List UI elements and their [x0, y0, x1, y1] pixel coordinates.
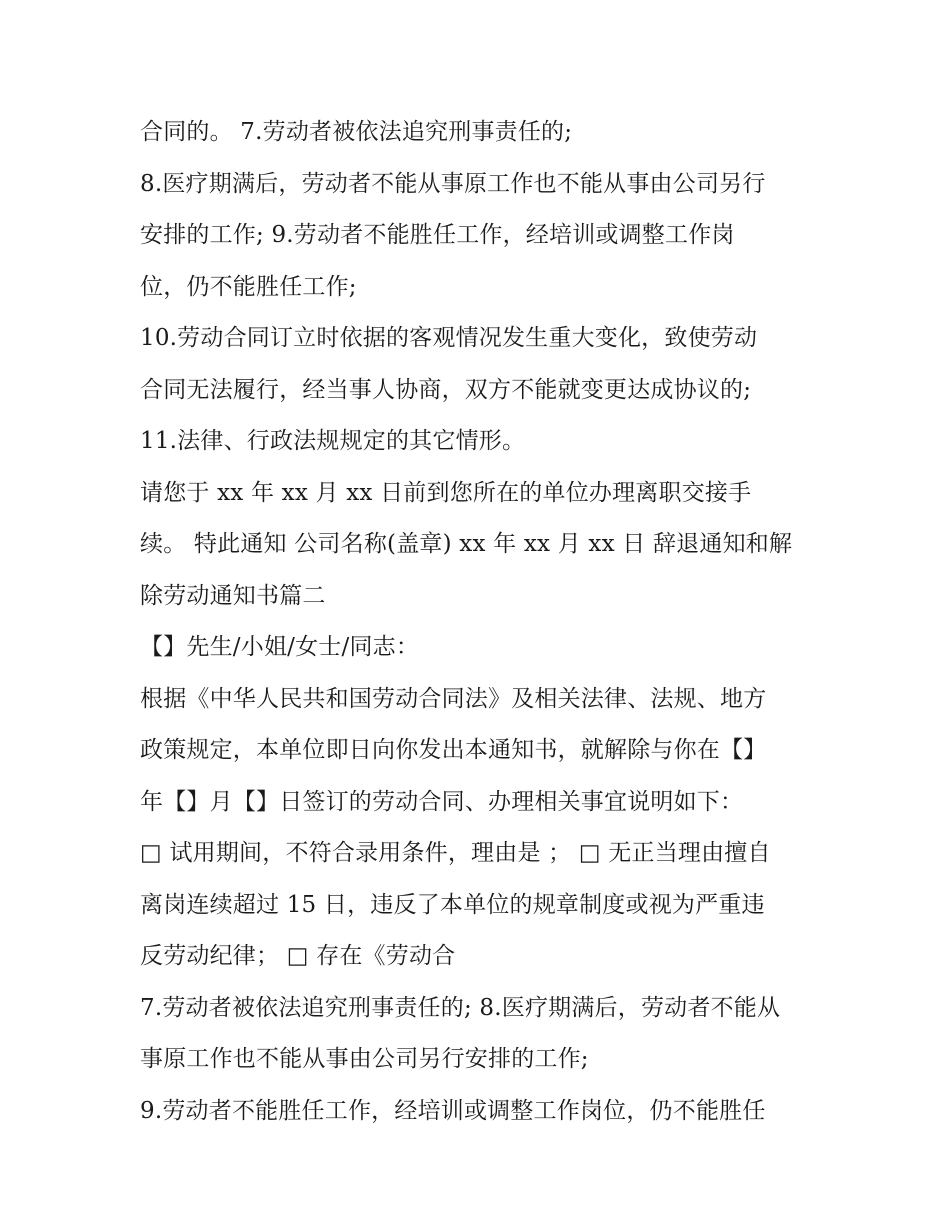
text-line: 离岗连续超过 15 日，违反了本单位的规章制度或视为严重违: [140, 891, 765, 918]
text-line: 根据《中华人民共和国劳动合同法》及相关法律、法规、地方: [140, 685, 767, 712]
checkbox-option-line: 反劳动纪律； □ 存在《劳动合: [140, 943, 456, 969]
text-line: 8.医疗期满后，劳动者不能从事原工作也不能从事由公司另行: [140, 170, 766, 197]
text-line: 7.劳动者被依法追究刑事责任的; 8.医疗期满后，劳动者不能从: [140, 994, 781, 1021]
text-line: 合同无法履行，经当事人协商，双方不能就变更达成协议的;: [140, 376, 752, 403]
text-line: 请您于 xx 年 xx 月 xx 日前到您所在的单位办理离职交接手: [140, 479, 752, 506]
checkbox-option-line: □ 试用期间，不符合录用条件，理由是 ； □ 无正当理由擅自: [140, 840, 771, 866]
text-line: 年【】月【】日签订的劳动合同、办理相关事宜说明如下：: [140, 788, 744, 815]
text-line: 续。 特此通知 公司名称(盖章) xx 年 xx 月 xx 日 辞退通知和解: [140, 531, 793, 557]
text-line: 除劳动通知书篇二: [140, 582, 326, 609]
text-line: 事原工作也不能从事由公司另行安排的工作;: [140, 1046, 589, 1072]
text-line: 位，仍不能胜任工作;: [140, 273, 357, 300]
text-line: 安排的工作; 9.劳动者不能胜任工作，经培训或调整工作岗: [140, 222, 735, 248]
text-line: 9.劳动者不能胜任工作，经培训或调整工作岗位，仍不能胜任: [140, 1097, 766, 1124]
text-line: 11.法律、行政法规规定的其它情形。: [140, 428, 526, 454]
document-body: [140, 107, 820, 1137]
text-line: 10.劳动合同订立时依据的客观情况发生重大变化，致使劳动: [140, 325, 758, 351]
salutation-line: 【】先生/小姐/女士/同志：: [140, 634, 420, 660]
text-line: 合同的。 7.劳动者被依法追究刑事责任的;: [140, 119, 573, 145]
text-line: 政策规定，本单位即日向你发出本通知书，就解除与你在【】: [140, 737, 767, 763]
